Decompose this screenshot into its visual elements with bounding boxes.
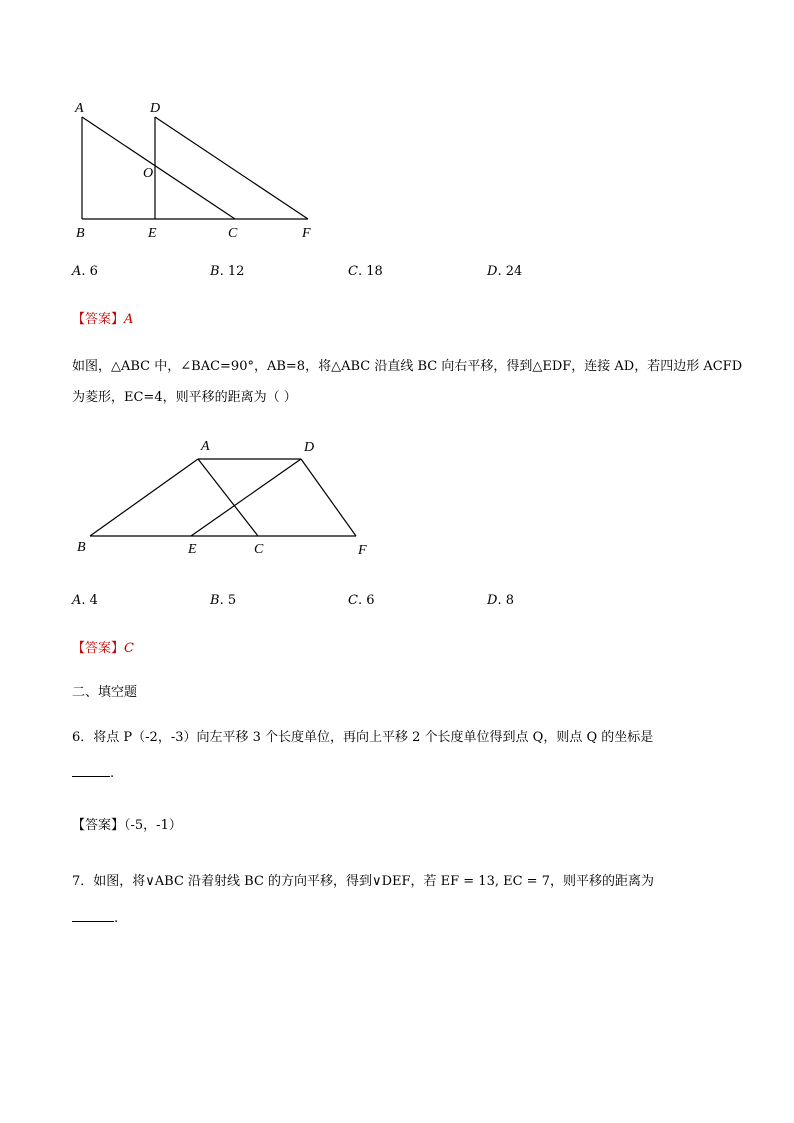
answer-tag: 【答案】 xyxy=(72,818,125,833)
q5-question-line1: 如图，△ABC 中，∠BAC=90°，AB=8，将△ABC 沿直线 BC 向右平移，得到△EDF，连接 AD，若四边形 ACFD xyxy=(72,359,743,374)
q4-option-b: B. 12 xyxy=(210,264,245,279)
q5-answer xyxy=(72,637,134,656)
answer-blank xyxy=(72,775,110,777)
q6-question: 6．将点 P（-2，-3）向左平移 3 个长度单位，再向上平移 2 个长度单位得到点 Q，则点 Q 的坐标是 xyxy=(72,730,654,745)
q6-answer xyxy=(72,814,182,833)
segment-DF xyxy=(301,459,356,536)
label-E: E xyxy=(148,226,157,241)
label-B: B xyxy=(77,540,86,555)
label-F: F xyxy=(302,226,311,241)
section-title: 二、填空题 xyxy=(72,685,138,700)
q5-option-c: C. 6 xyxy=(348,593,375,608)
q7-question: 7．如图，将∨ABC 沿着射线 BC 的方向平移，得到∨DEF，若 EF = 13, EC = 7，则平移的距离为 xyxy=(72,874,654,889)
q5-option-d: D. 8 xyxy=(487,593,514,608)
q5-option-a: A. 4 xyxy=(72,593,98,608)
q4-option-d: D. 24 xyxy=(487,264,523,279)
q4-option-c: C. 18 xyxy=(348,264,383,279)
answer-value: （-5，-1） xyxy=(124,818,182,833)
segment-AB xyxy=(90,459,198,536)
q5-question-line2: 为菱形，EC=4，则平移的距离为（ ） xyxy=(72,390,297,405)
q5-option-b: B. 5 xyxy=(210,593,237,608)
answer-value: A xyxy=(124,312,134,327)
label-A: A xyxy=(201,439,210,454)
label-D: D xyxy=(304,440,315,455)
answer-tag: 【答案】 xyxy=(72,312,125,327)
label-E: E xyxy=(188,542,197,557)
label-C: C xyxy=(228,226,238,241)
q4-option-a: A. 6 xyxy=(72,264,98,279)
label-D: D xyxy=(150,101,161,116)
label-C: C xyxy=(254,542,264,557)
answer-blank xyxy=(72,920,114,922)
label-O: O xyxy=(143,166,154,181)
q7-blank-line: . xyxy=(72,911,118,926)
q6-blank-line: . xyxy=(72,766,114,781)
label-B: B xyxy=(76,226,85,241)
answer-value: C xyxy=(124,641,134,656)
answer-tag: 【答案】 xyxy=(72,641,125,656)
label-A: A xyxy=(75,101,84,116)
label-F: F xyxy=(358,543,367,558)
